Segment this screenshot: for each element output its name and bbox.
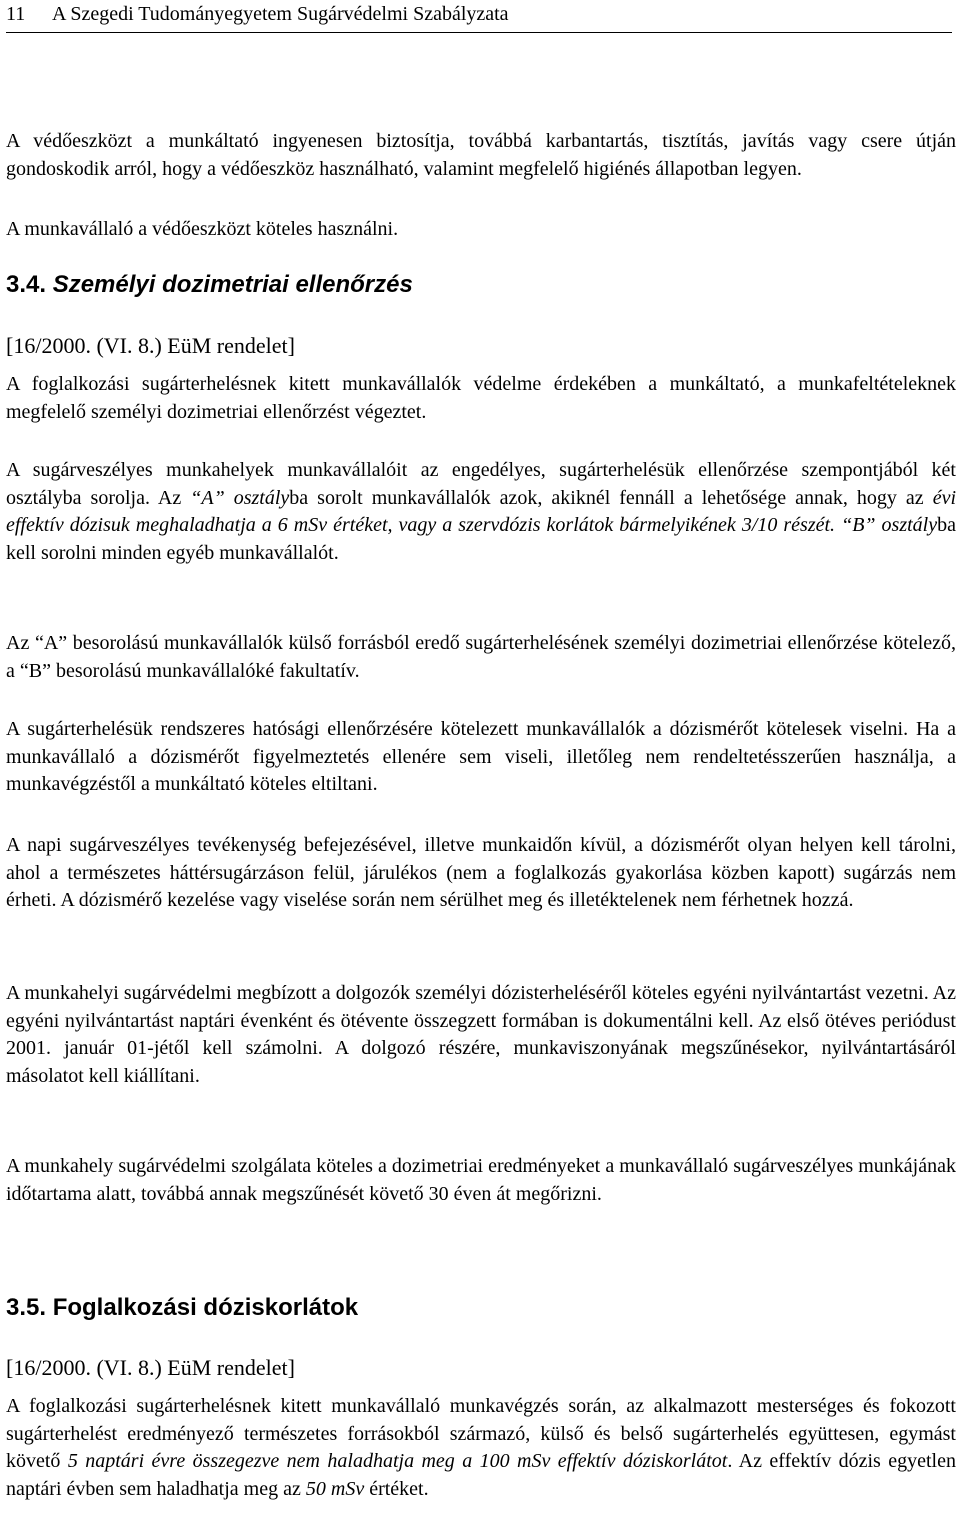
section-number: 3.5. [6,1294,47,1321]
paragraph: A napi sugárveszélyes tevékenység befejezésével, illetve munkaidőn kívül, a dózismérőt olyan helyen kell tárolni, ahol a természetes háttérsugárzáson felül, járulékos (nem a foglalkozás gyakorlása közben kapott) sugárzás nem érheti. A dózismérő kezelése vagy viselése során nem sérülhet meg és illetéktelenek nem férhetnek hozzá. [6,834,956,911]
section-3-4-paragraph-6 [6,980,956,1090]
text-run: A sugárveszélyes munkahelyek munkavállalóit az engedélyes, sugárterhelésük ellenőrzése szempontjából két osztályba sorolja. Az [6,459,956,509]
class-b-label: “B” osztály [841,514,938,536]
section-3-4-heading [6,270,956,300]
intro-paragraph-1: A védőeszközt a munkáltató ingyenesen biztosítja, továbbá karbantartás, tisztítás, javítás vagy csere útján gondoskodik arról, hogy a védőeszköz használható, valamint megfelelő higiénés állapotban legyen. [6,130,956,180]
paragraph: A munkahely sugárvédelmi szolgálata köteles a dozimetriai eredményeket a munkavállaló sugárveszélyes munkájának időtartama alatt, továbbá annak megszűnését követő 30 éven át megőrizni. [6,1155,956,1205]
section-3-4-paragraph-5 [6,832,956,915]
text-run: értéket. [364,1477,429,1500]
section-3-5-paragraph-1 [6,1393,956,1503]
regulation-reference: [16/2000. (VI. 8.) EüM rendelet] [6,333,295,358]
paragraph [6,457,956,567]
italic-text: 5 naptári évre összegezve nem haladhatja meg a 100 mSv effektív dóziskorlátot [67,1450,728,1472]
paragraph [6,1393,956,1503]
section-3-4-paragraph-7 [6,1153,956,1208]
intro-paragraph-1-block [6,128,956,183]
italic-text: évi effektív dózisuk meghaladhatja a 6 mSv értéket, vagy a szervdózis korlátok bármelyikének 3/10 részét. [6,486,956,536]
paragraph: A munkahelyi sugárvédelmi megbízott a dolgozók személyi dózisterheléséről köteles egyéni nyilvántartást vezetni. Az egyéni nyilvántartást naptári évenként és ötévente összegzett formában is dokumentálni kell. Az első ötéves periódust 2001. január 01-jétől kell számolni. A dolgozó részére, munkaviszonyának megszűnésekor, nyilvántartásáról másolatot kell kiállítani. [6,982,956,1087]
text-run: A foglalkozási sugárterhelésnek kitett munkavállaló munkavégzés során, az alkalmazott mesterséges és fokozott sugárterhelést eredményező természetes forrásokból származó, külső és belső sugárterhelés együttesen, egymást követő [6,1395,956,1472]
section-3-4-paragraph-1 [6,371,956,426]
section-3-4-paragraph-3 [6,630,956,685]
intro-paragraph-2-block [6,216,956,244]
section-title: Személyi dozimetriai ellenőrzés [52,271,413,298]
section-3-4-regulation [6,331,956,361]
section-3-5-heading [6,1293,956,1323]
text-run: . Az effektív dózis egyetlen naptári évben sem haladhatja meg az [6,1450,956,1500]
section-3-5-regulation [6,1353,956,1383]
section-3-4-paragraph-4 [6,716,956,799]
italic-text: 50 mSv [305,1477,365,1500]
paragraph: A sugárterhelésük rendszeres hatósági ellenőrzésére kötelezett munkavállalók a dózismérőt kötelesek viselni. Ha a munkavállaló a dózismérőt figyelmeztetés ellenére sem viseli, illetőleg nem rendeltetésszerűen használja, a munkavégzéstől a munkáltató köteles eltiltani. [6,718,956,795]
section-title: Foglalkozási dóziskorlátok [52,1294,359,1321]
intro-paragraph-2: A munkavállaló a védőeszközt köteles használni. [6,218,399,240]
document-title: A Szegedi Tudományegyetem Sugárvédelmi Szabályzata [52,3,509,25]
paragraph: A foglalkozási sugárterhelésnek kitett munkavállalók védelme érdekében a munkáltató, a munkafeltételeknek megfelelő személyi dozimetriai ellenőrzést végeztet. [6,373,956,423]
section-number: 3.4. [6,271,47,298]
page-header [6,2,952,33]
text-run: ba kell sorolni minden egyéb munkavállalót. [6,514,956,564]
paragraph: Az “A” besorolású munkavállalók külső forrásból eredő sugárterhelésének személyi dozimetriai ellenőrzése kötelező, a “B” besorolású munkavállalóké fakultatív. [6,632,956,682]
page-number: 11 [6,3,26,25]
text-run: ba sorolt munkavállalók azok, akiknél fennáll a lehetősége annak, hogy az [289,486,933,509]
section-3-4-paragraph-2 [6,457,956,567]
regulation-reference: [16/2000. (VI. 8.) EüM rendelet] [6,1355,295,1380]
class-a-label: “A” osztály [190,486,290,509]
